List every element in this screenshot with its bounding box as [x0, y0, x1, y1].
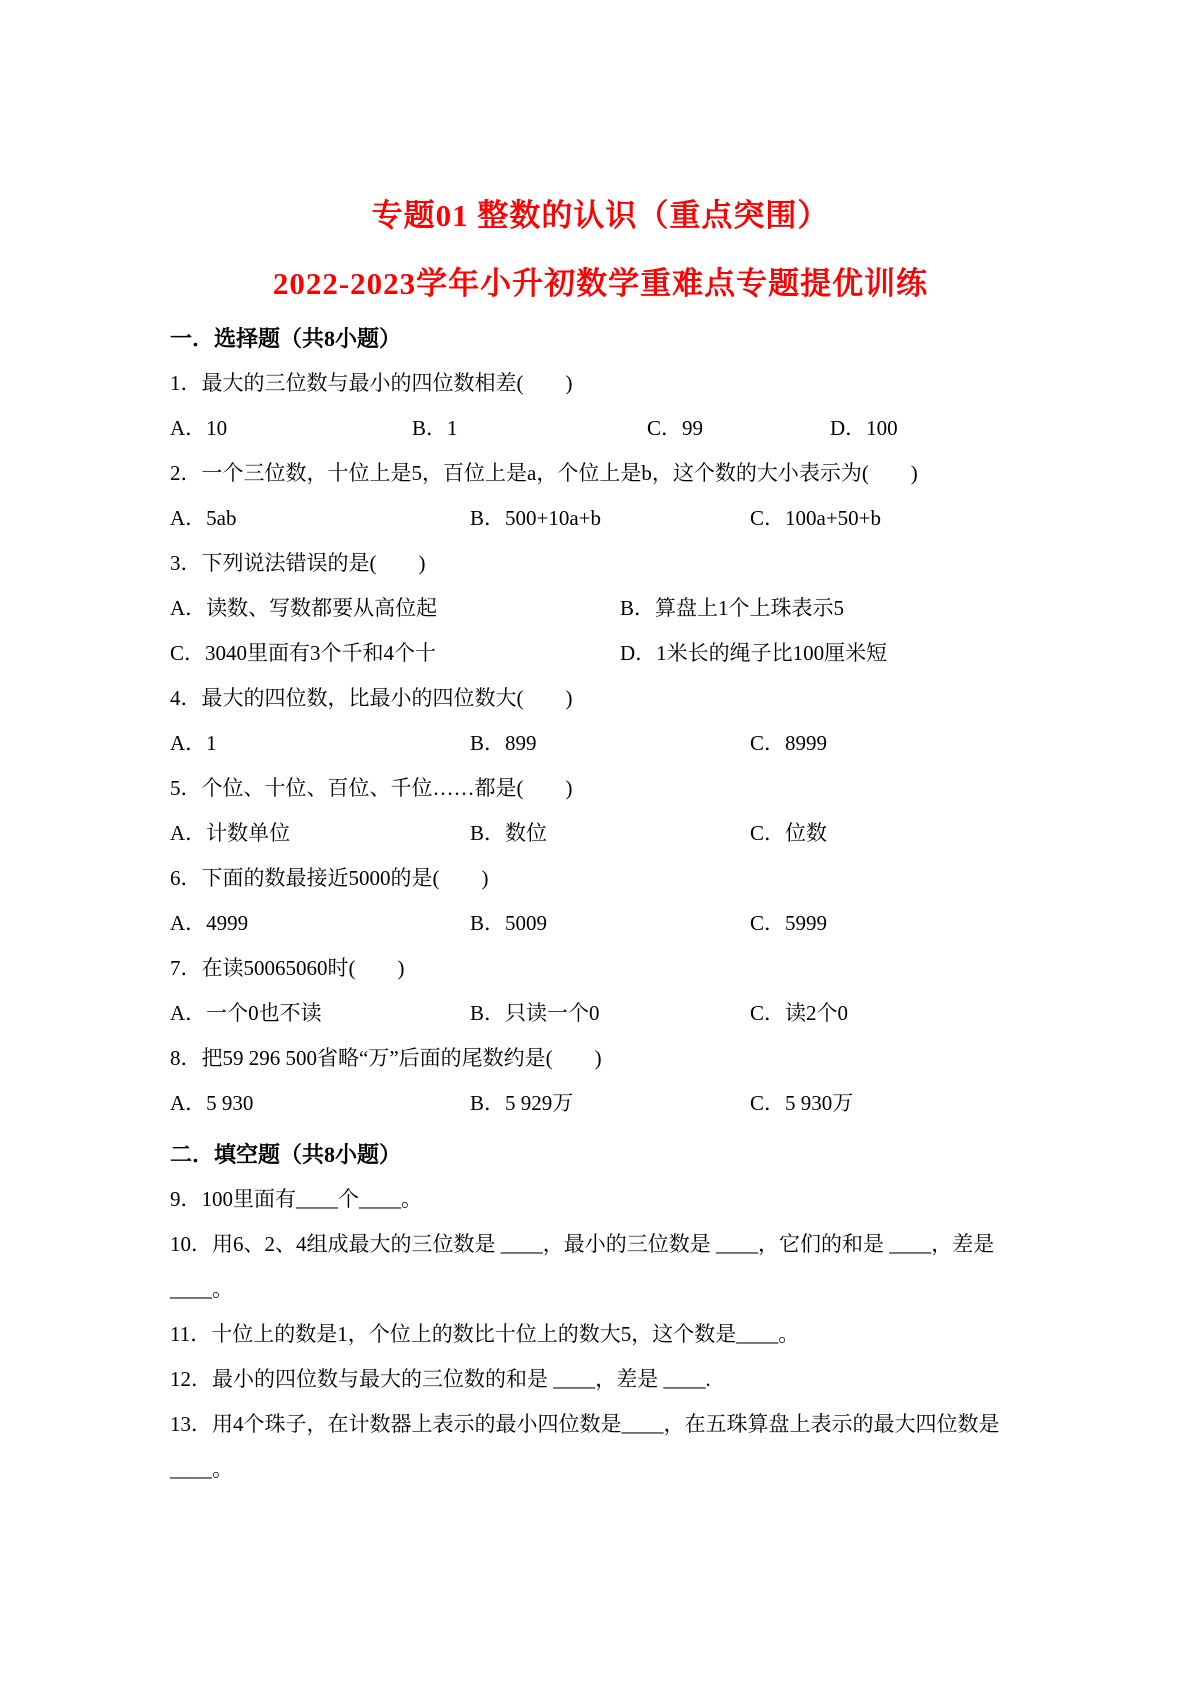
option-b: B．5 929万 [470, 1091, 574, 1115]
option-a: A．5 930 [170, 1091, 254, 1115]
option-a: A．4999 [170, 911, 249, 935]
question-5-stem: 5．个位、十位、百位、千位……都是( ) [170, 776, 573, 800]
question-5 [170, 766, 1031, 856]
option-b: B．算盘上1个上珠表示5 [620, 596, 845, 620]
question-8-stem: 8．把59 296 500省略“万”后面的尾数约是( ) [170, 1046, 602, 1070]
option-b: B．数位 [470, 821, 548, 845]
question-9-stem: 9．100里面有____个____。 [170, 1187, 422, 1211]
option-a: A．读数、写数都要从高位起 [170, 596, 438, 620]
option-d: D．1米长的绳子比100厘米短 [620, 641, 888, 665]
question-1-stem: 1．最大的三位数与最小的四位数相差( ) [170, 371, 573, 395]
question-6 [170, 856, 1031, 946]
question-2-options [170, 496, 1031, 541]
option-a: A．1 [170, 731, 217, 755]
question-13-stem: 13．用4个珠子，在计数器上表示的最小四位数是____，在五珠算盘上表示的最大四位数是____。 [170, 1412, 1000, 1481]
document-title-block [170, 190, 1031, 310]
option-a: A．10 [170, 416, 228, 440]
option-b: B．500+10a+b [470, 506, 602, 530]
question-5-options [170, 811, 1031, 856]
question-4 [170, 676, 1031, 766]
question-6-stem: 6．下面的数最接近5000的是( ) [170, 866, 489, 890]
option-c: C．8999 [750, 731, 828, 755]
question-4-stem: 4．最大的四位数，比最小的四位数大( ) [170, 686, 573, 710]
option-c: C．5999 [750, 911, 828, 935]
question-3-options-row-2 [170, 631, 1031, 676]
option-a: A．一个0也不读 [170, 1001, 322, 1025]
question-3 [170, 541, 1031, 676]
question-11-stem: 11．十位上的数是1，个位上的数比十位上的数大5，这个数是____。 [170, 1322, 800, 1346]
option-b: B．5009 [470, 911, 548, 935]
question-8 [170, 1036, 1031, 1126]
section-2-heading: 二．填空题（共8小题） [170, 1142, 402, 1167]
question-7 [170, 946, 1031, 1036]
question-2-stem: 2．一个三位数，十位上是5，百位上是a，个位上是b，这个数的大小表示为( ) [170, 461, 918, 485]
question-7-stem: 7．在读50065060时( ) [170, 956, 405, 980]
option-c: C．100a+50+b [750, 506, 882, 530]
option-b: B．1 [412, 416, 458, 440]
option-c: C．3040里面有3个千和4个十 [170, 641, 437, 665]
question-7-options [170, 991, 1031, 1036]
question-12-stem: 12．最小的四位数与最大的三位数的和是 ____，差是 ____. [170, 1367, 711, 1391]
title-line-2: 2022-2023学年小升初数学重难点专题提优训练 [272, 266, 929, 301]
option-c: C．99 [647, 416, 704, 440]
option-b: B．899 [470, 731, 537, 755]
question-3-options-row-1 [170, 586, 1031, 631]
option-c: C．位数 [750, 821, 828, 845]
question-6-options [170, 901, 1031, 946]
question-1 [170, 361, 1031, 451]
title-line-1: 专题01 整数的认识（重点突围） [371, 198, 830, 233]
option-c: C．读2个0 [750, 1001, 849, 1025]
question-10-stem: 10．用6、2、4组成最大的三位数是 ____，最小的三位数是 ____，它们的和是 ____，差是 ____。 [170, 1232, 995, 1301]
question-3-stem: 3．下列说法错误的是( ) [170, 551, 426, 575]
option-a: A．5ab [170, 506, 237, 530]
option-a: A．计数单位 [170, 821, 291, 845]
question-4-options [170, 721, 1031, 766]
option-b: B．只读一个0 [470, 1001, 600, 1025]
section-1-heading: 一．选择题（共8小题） [170, 326, 402, 351]
option-c: C．5 930万 [750, 1091, 854, 1115]
option-d: D．100 [830, 416, 898, 440]
question-8-options [170, 1081, 1031, 1126]
question-1-options [170, 406, 1031, 451]
question-2 [170, 451, 1031, 541]
